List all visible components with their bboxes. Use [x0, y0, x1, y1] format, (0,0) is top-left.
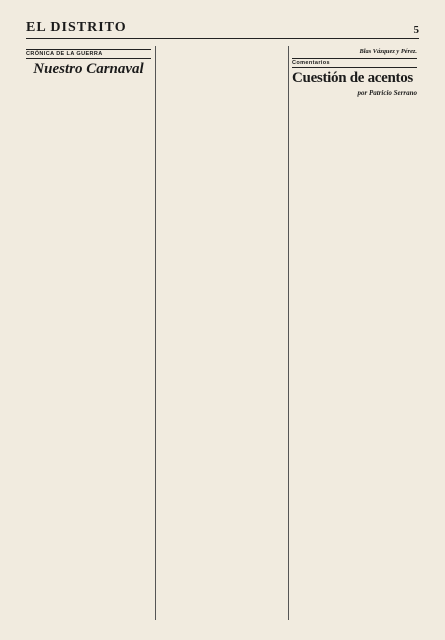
column-1 [26, 46, 151, 620]
article-author: por Patricio Serrano [357, 89, 417, 97]
section-label: Comentarios [292, 58, 417, 68]
page-header [26, 16, 419, 36]
article-title: Nuestro Carnaval [33, 61, 144, 77]
page-number: 5 [413, 24, 419, 36]
newspaper-title: EL DISTRITO [26, 20, 127, 35]
author-signature: Blas Vázquez y Pérez. [359, 48, 417, 55]
header-rule [26, 38, 419, 39]
column-3 [292, 46, 417, 620]
article-title: Cuestión de acentos [292, 70, 413, 86]
column-2 [159, 46, 284, 620]
section-label: CRÓNICA DE LA GUERRA [26, 49, 151, 59]
columns [26, 46, 419, 620]
